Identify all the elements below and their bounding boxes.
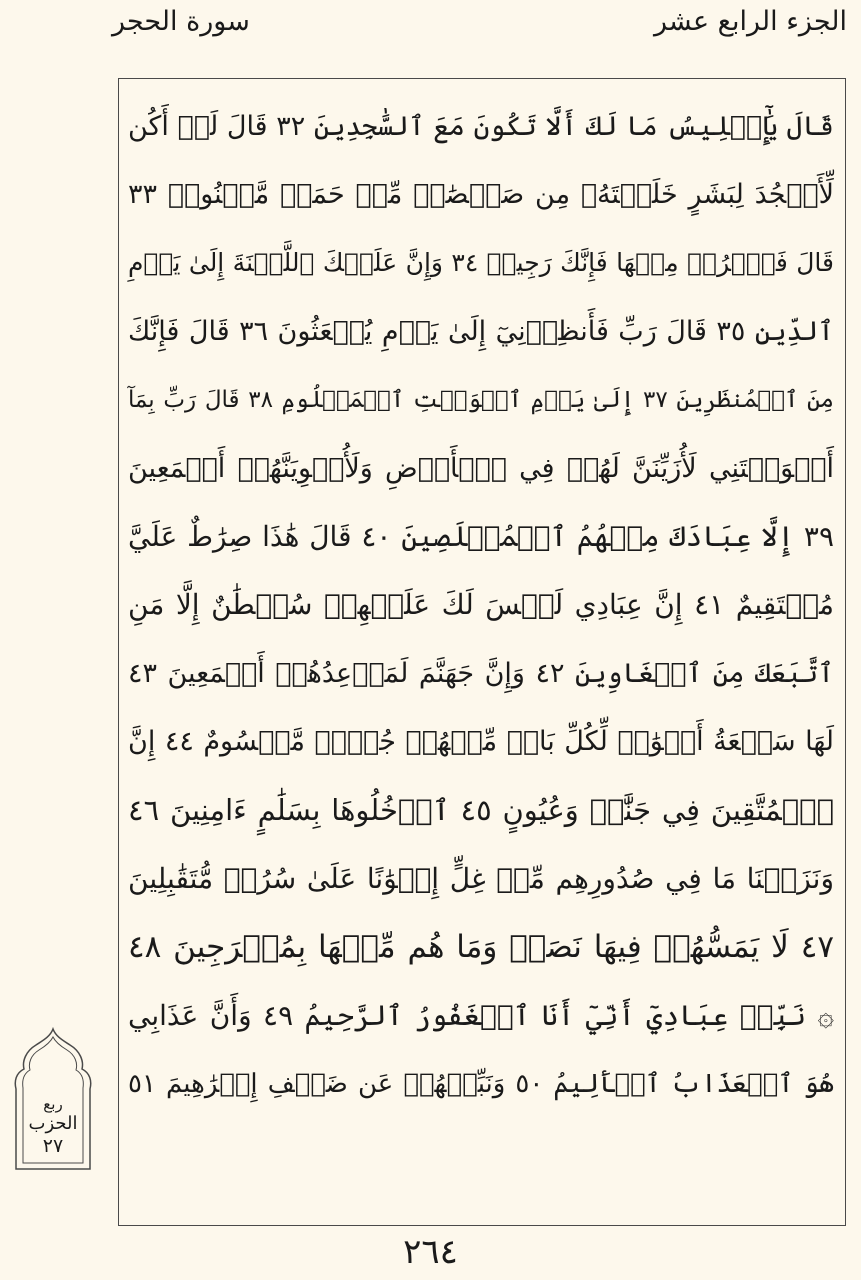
- verse-line: ٣٩ إِلَّا عِبَادَكَ مِنۡهُمُ ٱلۡمُخۡلَصِينَ ٤٠ قَالَ هَٰذَا صِرَٰطٌ عَلَيَّ: [128, 520, 834, 554]
- page-number: ٢٦٤: [403, 1232, 458, 1272]
- verse-line: ٱتَّبَعَكَ مِنَ ٱلۡغَاوِينَ ٤٢ وَإِنَّ جَهَنَّمَ لَمَوۡعِدُهُمۡ أَجۡمَعِينَ ٤٣: [128, 657, 834, 689]
- verse-line: وَنَزَعۡنَا مَا فِي صُدُورِهِم مِّنۡ غِلٍّ إِخۡوَٰنًا عَلَىٰ سُرُرٖ مُّتَقَٰبِلِينَ: [128, 861, 834, 895]
- marker-hizb-number: ٢٧: [42, 1135, 64, 1157]
- juz-label: الجزء الرابع عشر: [653, 6, 847, 37]
- verse-line: مِنَ ٱلۡمُنظَرِينَ ٣٧ إِلَىٰ يَوۡمِ ٱلۡوَقۡتِ ٱلۡمَعۡلُومِ ٣٨ قَالَ رَبِّ بِمَآ: [128, 386, 834, 413]
- marker-hizb-label: الحزب: [28, 1113, 78, 1134]
- verse-line: لَهَا سَبۡعَةُ أَبۡوَٰبٖ لِّكُلِّ بَابٖ مِّنۡهُمۡ جُزۡءٞ مَّقۡسُومٌ ٤٤ إِنَّ: [128, 726, 834, 758]
- verse-line: ٤٧ لَا يَمَسُّهُمۡ فِيهَا نَصَبٞ وَمَا هُم مِّنۡهَا بِمُخۡرَجِينَ ٤٨: [128, 928, 834, 965]
- verse-line: مُسۡتَقِيمٌ ٤١ إِنَّ عِبَادِي لَيۡسَ لَكَ عَلَيۡهِمۡ سُلۡطَٰنٌ إِلَّا مَنِ: [128, 588, 834, 622]
- surah-label: سورة الحجر: [112, 6, 250, 37]
- verse-line: هُوَ ٱلۡعَذَابُ ٱلۡأَلِيمُ ٥٠ وَنَبِّئۡهُمۡ عَن ضَيۡفِ إِبۡرَٰهِيمَ ٥١: [128, 1068, 834, 1099]
- verse-line: ٱلدِّينِ ٣٥ قَالَ رَبِّ فَأَنظِرۡنِيٓ إِلَىٰ يَوۡمِ يُبۡعَثُونَ ٣٦ قَالَ فَإِنَّكَ: [128, 315, 834, 347]
- verse-line: ٱلۡمُتَّقِينَ فِي جَنَّٰتٖ وَعُيُونٍ ٤٥ ٱدۡخُلُوهَا بِسَلَٰمٍ ءَامِنِينَ ٤٦: [128, 793, 834, 828]
- verse-line: لِّأَسۡجُدَ لِبَشَرٍ خَلَقۡتَهُۥ مِن صَلۡصَٰلٖ مِّنۡ حَمَإٖ مَّسۡنُونٖ ٣٣: [128, 179, 834, 211]
- verse-line: أَغۡوَيۡتَنِي لَأُزَيِّنَنَّ لَهُمۡ فِي ٱلۡأَرۡضِ وَلَأُغۡوِيَنَّهُمۡ أَجۡمَعِينَ: [128, 452, 834, 484]
- hizb-quarter-marker: [10, 1025, 96, 1175]
- verse-line: قَالَ فَٱخۡرُجۡ مِنۡهَا فَإِنَّكَ رَجِيمٞ ٣٤ وَإِنَّ عَلَيۡكَ ٱللَّعۡنَةَ إِلَىٰ يَوۡمِ: [128, 248, 834, 278]
- marker-quarter-label: ربع: [43, 1095, 63, 1113]
- verse-lines: [128, 92, 834, 1118]
- verse-line: ۞ نَبِّئۡ عِبَادِيٓ أَنِّيٓ أَنَا ٱلۡغَفُورُ ٱلرَّحِيمُ ٤٩ وَأَنَّ عَذَابِي: [128, 998, 835, 1032]
- verse-line: قَالَ يَٰٓإِبۡلِيسُ مَا لَكَ أَلَّا تَكُونَ مَعَ ٱلسَّٰجِدِينَ ٣٢ قَالَ لَمۡ أَكُن: [128, 110, 835, 142]
